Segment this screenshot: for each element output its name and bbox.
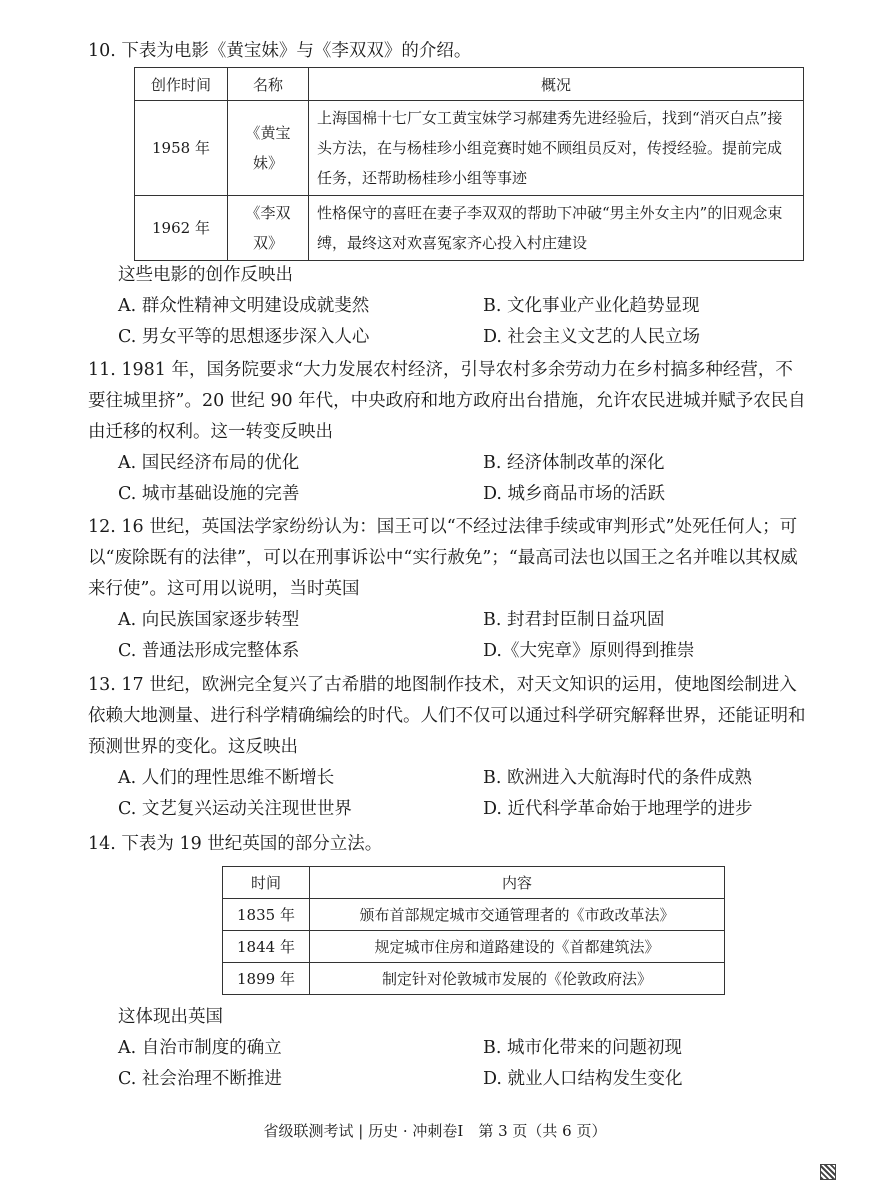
question-stem: 14. 下表为 19 世纪英国的部分立法。 xyxy=(88,834,383,854)
table-header: 内容 xyxy=(310,867,725,899)
table-header: 概况 xyxy=(309,68,804,101)
option-a[interactable]: A. 国民经济布局的优化 xyxy=(118,453,300,473)
table-header: 创作时间 xyxy=(135,68,228,101)
table-row xyxy=(223,899,725,931)
film-table xyxy=(134,67,804,261)
table-header-row xyxy=(223,867,725,899)
option-d[interactable]: D. 近代科学革命始于地理学的进步 xyxy=(483,799,753,819)
table-header: 时间 xyxy=(223,867,310,899)
table-row xyxy=(135,101,804,196)
question-stem: 11. 1981 年，国务院要求“大力发展农村经济，引导农村多余劳动力在乡村搞多种经营，不要往城里挤”。20 世纪 90 年代，中央政府和地方政府出台措施，允许农民进城并赋予农民自由迁移的权利。这一转变反映出 xyxy=(88,360,806,442)
table-cell: 制定针对伦敦城市发展的《伦敦政府法》 xyxy=(310,963,725,995)
table-header-row xyxy=(135,68,804,101)
options xyxy=(88,448,808,510)
question-stem: 12. 16 世纪，英国法学家纷纷认为：国王可以“不经过法律手续或审判形式”处死任何人；可以“废除既有的法律”，可以在刑事诉讼中“实行赦免”；“最高司法也以国王之名并唯以其权威来行使”。这可用以说明，当时英国 xyxy=(88,517,798,599)
question-14 xyxy=(88,829,808,860)
table-cell: 1844 年 xyxy=(223,931,310,963)
legislation-table xyxy=(222,866,725,995)
question-10 xyxy=(88,36,808,67)
table-cell: 1962 年 xyxy=(135,196,228,261)
question-prompt: 这体现出英国 xyxy=(118,1007,223,1027)
options xyxy=(88,1033,808,1095)
option-a[interactable]: A. 群众性精神文明建设成就斐然 xyxy=(118,296,370,316)
option-d[interactable]: D.《大宪章》原则得到推崇 xyxy=(483,641,695,661)
option-c[interactable]: C. 城市基础设施的完善 xyxy=(118,484,300,504)
option-a[interactable]: A. 向民族国家逐步转型 xyxy=(118,610,300,630)
option-d[interactable]: D. 就业人口结构发生变化 xyxy=(483,1069,683,1089)
options xyxy=(88,605,808,667)
option-c[interactable]: C. 普通法形成完整体系 xyxy=(118,641,300,661)
table-cell: 1835 年 xyxy=(223,899,310,931)
options xyxy=(88,763,808,825)
table-cell: 1958 年 xyxy=(135,101,228,196)
table-cell: 上海国棉十七厂女工黄宝妹学习郝建秀先进经验后，找到“消灭白点”接头方法，在与杨桂珍小组竞赛时她不顾组员反对，传授经验。提前完成任务，还帮助杨桂珍小组等事迹 xyxy=(309,101,804,196)
question-14-options xyxy=(88,1002,808,1095)
option-b[interactable]: B. 经济体制改革的深化 xyxy=(483,453,665,473)
option-b[interactable]: B. 欧洲进入大航海时代的条件成熟 xyxy=(483,768,752,788)
question-stem: 10. 下表为电影《黄宝妹》与《李双双》的介绍。 xyxy=(88,41,472,61)
table-cell: 《李双双》 xyxy=(228,196,309,261)
question-prompt: 这些电影的创作反映出 xyxy=(118,265,293,285)
table-cell: 《黄宝妹》 xyxy=(228,101,309,196)
option-c[interactable]: C. 男女平等的思想逐步深入人心 xyxy=(118,327,370,347)
table-row xyxy=(223,963,725,995)
option-c[interactable]: C. 社会治理不断推进 xyxy=(118,1069,282,1089)
option-a[interactable]: A. 人们的理性思维不断增长 xyxy=(118,768,335,788)
option-d[interactable]: D. 城乡商品市场的活跃 xyxy=(483,484,666,504)
option-b[interactable]: B. 文化事业产业化趋势显现 xyxy=(483,296,700,316)
table-cell: 性格保守的喜旺在妻子李双双的帮助下冲破“男主外女主内”的旧观念束缚，最终这对欢喜冤家齐心投入村庄建设 xyxy=(309,196,804,261)
options xyxy=(88,291,808,353)
question-10-options xyxy=(88,260,808,353)
table-header: 名称 xyxy=(228,68,309,101)
option-d[interactable]: D. 社会主义文艺的人民立场 xyxy=(483,327,701,347)
question-12 xyxy=(88,512,808,667)
option-b[interactable]: B. 城市化带来的问题初现 xyxy=(483,1038,682,1058)
table-row xyxy=(135,196,804,261)
option-b[interactable]: B. 封君封臣制日益巩固 xyxy=(483,610,665,630)
table-row xyxy=(223,931,725,963)
page-footer: 省级联测考试 | 历史 · 冲刺卷Ⅰ 第 3 页（共 6 页） xyxy=(263,1122,607,1140)
question-13 xyxy=(88,670,808,825)
qr-code-icon xyxy=(820,1164,836,1180)
table-cell: 规定城市住房和道路建设的《首都建筑法》 xyxy=(310,931,725,963)
table-cell: 1899 年 xyxy=(223,963,310,995)
question-11 xyxy=(88,355,808,510)
table-cell: 颁布首部规定城市交通管理者的《市政改革法》 xyxy=(310,899,725,931)
option-a[interactable]: A. 自治市制度的确立 xyxy=(118,1038,282,1058)
option-c[interactable]: C. 文艺复兴运动关注现世世界 xyxy=(118,799,352,819)
question-stem: 13. 17 世纪，欧洲完全复兴了古希腊的地图制作技术，对天文知识的运用，使地图绘制进入依赖大地测量、进行科学精确编绘的时代。人们不仅可以通过科学研究解释世界，还能证明和预测世界的变化。这反映出 xyxy=(88,675,806,757)
